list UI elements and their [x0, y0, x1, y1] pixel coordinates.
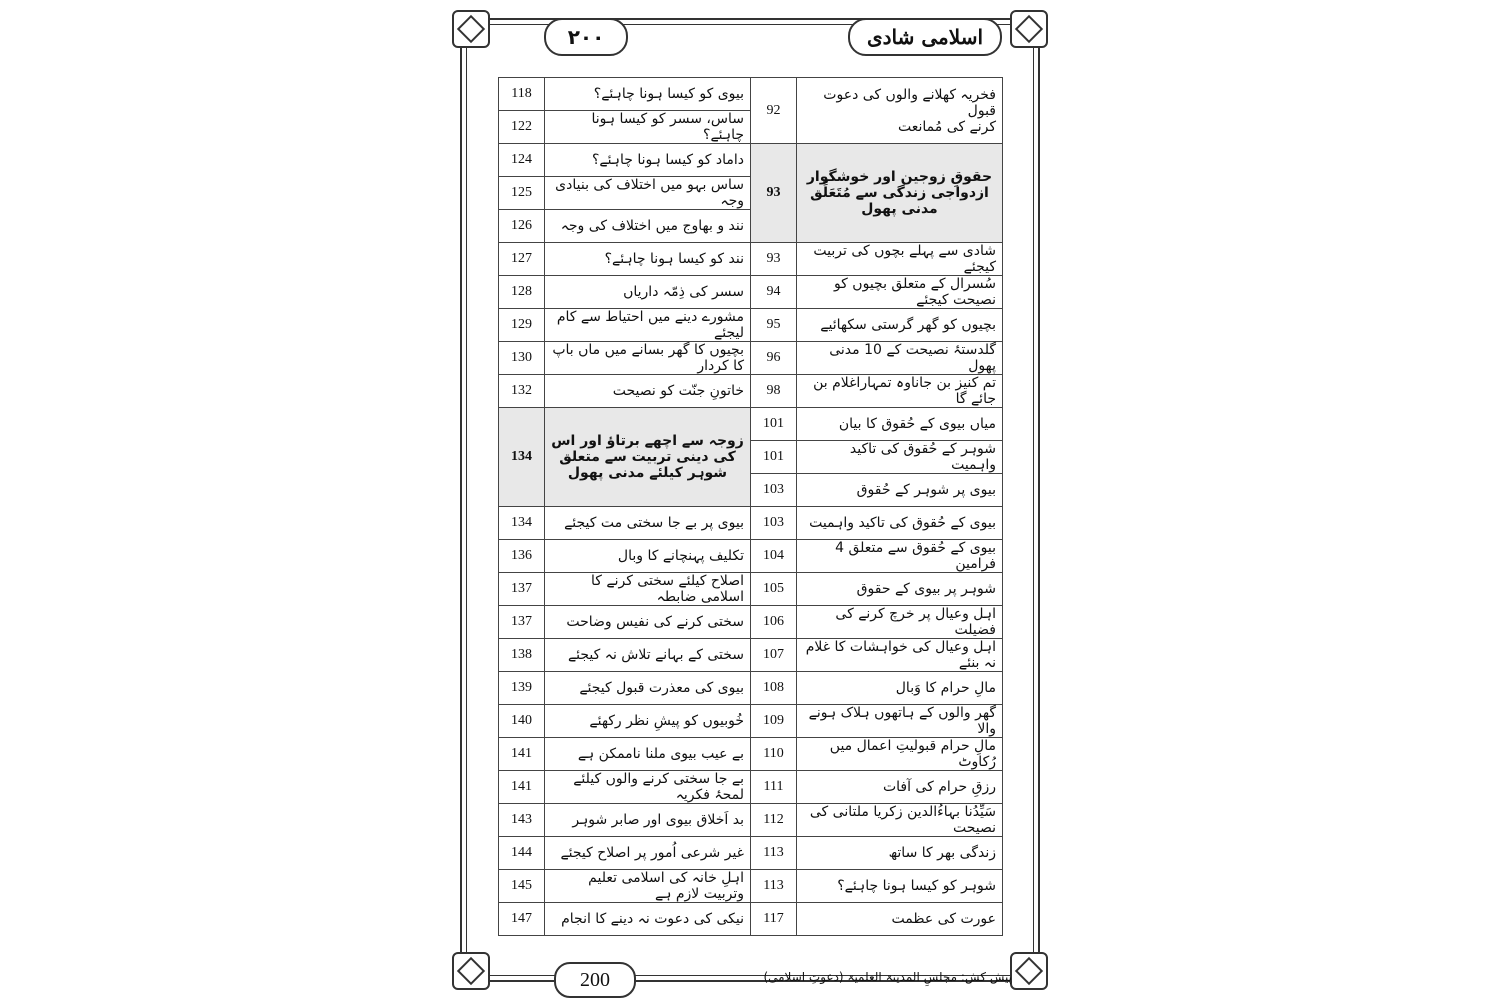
toc-entry-title[interactable]: مشورے دینے میں احتیاط سے کام لیجئے	[545, 309, 751, 342]
toc-entry-title[interactable]: بچیوں کو گھر گرستی سکھائیے	[797, 309, 1003, 342]
table-row	[499, 837, 1003, 870]
table-row	[499, 276, 1003, 309]
toc-entry-title[interactable]: فخریہ کھلانے والوں کی دعوت قبول کرنے کی مُمانعت	[797, 78, 1003, 144]
toc-entry-page[interactable]: 137	[499, 573, 545, 606]
table-row	[499, 870, 1003, 903]
toc-entry-page[interactable]: 128	[499, 276, 545, 309]
table-row	[499, 705, 1003, 738]
table-row	[499, 507, 1003, 540]
toc-entry-page[interactable]: 144	[499, 837, 545, 870]
toc-entry-title[interactable]: سسر کی ذِمّہ داریاں	[545, 276, 751, 309]
toc-entry-title[interactable]: نیکی کی دعوت نہ دینے کا انجام	[545, 903, 751, 936]
toc-entry-page[interactable]: 136	[499, 540, 545, 573]
toc-entry-title[interactable]: رزقِ حرام کی آفات	[797, 771, 1003, 804]
table-row	[499, 771, 1003, 804]
toc-entry-title[interactable]: بیوی کے حُقوق سے متعلق 4 فرامین	[797, 540, 1003, 573]
toc-entry-page[interactable]: 94	[751, 276, 797, 309]
toc-section-heading[interactable]: حقوقِ زوجین اور خوشگوار ازدواجی زندگی سے مُتَعَلِّق مدنی پھول	[797, 144, 1003, 243]
toc-entry-title[interactable]: اصلاح کیلئے سختی کرنے کا اسلامی ضابطہ	[545, 573, 751, 606]
toc-entry-page[interactable]: 124	[499, 144, 545, 177]
toc-entry-page[interactable]: 117	[751, 903, 797, 936]
toc-entry-title[interactable]: ساس، سسر کو کیسا ہونا چاہئے؟	[545, 111, 751, 144]
table-row	[499, 639, 1003, 672]
table-row	[499, 78, 1003, 111]
toc-entry-page[interactable]: 126	[499, 210, 545, 243]
toc-entry-title[interactable]: بد اَخلاق بیوی اور صابر شوہر	[545, 804, 751, 837]
book-title: اسلامی شادی	[848, 18, 1002, 56]
toc-entry-page[interactable]: 141	[499, 738, 545, 771]
toc-entry-title[interactable]: میاں بیوی کے حُقوق کا بیان	[797, 408, 1003, 441]
footer-page-number: 200	[554, 962, 636, 998]
table-row	[499, 408, 1003, 441]
toc-entry-page[interactable]: 92	[751, 78, 797, 144]
toc-entry-title[interactable]: بے جا سختی کرنے والوں کیلئے لمحۂ فکریہ	[545, 771, 751, 804]
book-page	[452, 10, 1048, 990]
toc-entry-page[interactable]: 113	[751, 837, 797, 870]
toc-entry-title[interactable]: اہلِ خانہ کی اسلامی تعلیم وتربیت لازم ہے	[545, 870, 751, 903]
toc-entry-title[interactable]: سختی کے بہانے تلاش نہ کیجئے	[545, 639, 751, 672]
toc-entry-page[interactable]: 137	[499, 606, 545, 639]
toc-entry-page[interactable]: 93	[751, 144, 797, 243]
toc-entry-title[interactable]: شوہر کو کیسا ہونا چاہئے؟	[797, 870, 1003, 903]
toc-entry-title[interactable]: بیوی کے حُقوق کی تاکید واہمیت	[797, 507, 1003, 540]
toc-entry-page[interactable]: 141	[499, 771, 545, 804]
toc-entry-title[interactable]: خاتونِ جنّت کو نصیحت	[545, 375, 751, 408]
table-row	[499, 804, 1003, 837]
toc-entry-title[interactable]: اہل وعیال کی خواہشات کا غلام نہ بنئے	[797, 639, 1003, 672]
toc-entry-page[interactable]: 143	[499, 804, 545, 837]
table-row	[499, 540, 1003, 573]
toc-entry-page[interactable]: 129	[499, 309, 545, 342]
toc-entry-title[interactable]: شادی سے پہلے بچوں کی تربیت کیجئے	[797, 243, 1003, 276]
toc-entry-title[interactable]: تکلیف پہنچانے کا وبال	[545, 540, 751, 573]
toc-entry-page[interactable]: 113	[751, 870, 797, 903]
toc-entry-page[interactable]: 111	[751, 771, 797, 804]
toc-entry-page[interactable]: 101	[751, 441, 797, 474]
toc-entry-title[interactable]: سختی کرنے کی نفیس وضاحت	[545, 606, 751, 639]
toc-entry-page[interactable]: 93	[751, 243, 797, 276]
toc-entry-title[interactable]: نند کو کیسا ہونا چاہئے؟	[545, 243, 751, 276]
toc-entry-page[interactable]: 112	[751, 804, 797, 837]
toc-entry-title[interactable]: شوہر کے حُقوق کی تاکید واہمیت	[797, 441, 1003, 474]
toc-entry-title[interactable]: مالِ حرام قبولیتِ اعمال میں رُکاوٹ	[797, 738, 1003, 771]
toc-entry-page[interactable]: 118	[499, 78, 545, 111]
toc-entry-title[interactable]: سَیِّدُنا بہاءُالدین زکریا ملتانی کی نصیحت	[797, 804, 1003, 837]
toc-entry-title[interactable]: بیوی پر بے جا سختی مت کیجئے	[545, 507, 751, 540]
toc-entry-title[interactable]: بچیوں کا گھر بسانے میں ماں باپ کا کردار	[545, 342, 751, 375]
footer-publisher: پیش کش: مجلسِ المدینۃ العلمیۃ (دعوتِ اسلامی)	[763, 970, 1012, 984]
toc-entry-page[interactable]: 134	[499, 507, 545, 540]
table-row	[499, 144, 1003, 177]
toc-entry-title[interactable]: بیوی کو کیسا ہونا چاہئے؟	[545, 78, 751, 111]
toc-entry-page[interactable]: 138	[499, 639, 545, 672]
toc-entry-title[interactable]: خُوبیوں کو پیشِ نظر رکھئے	[545, 705, 751, 738]
corner-ornament-icon	[1010, 10, 1048, 48]
corner-ornament-icon	[452, 952, 490, 990]
toc-entry-title[interactable]: گلدستۂ نصیحت کے 10 مدنی پھول	[797, 342, 1003, 375]
toc-entry-page[interactable]: 132	[499, 375, 545, 408]
toc-entry-page[interactable]: 105	[751, 573, 797, 606]
toc-entry-page[interactable]: 134	[499, 408, 545, 507]
toc-entry-page[interactable]: 108	[751, 672, 797, 705]
toc-section-heading[interactable]: زوجہ سے اچھے برتاؤ اور اس کی دینی تربیت سے متعلق شوہر کیلئے مدنی پھول	[545, 408, 751, 507]
toc-entry-page[interactable]: 109	[751, 705, 797, 738]
toc-entry-title[interactable]: اہل وعیال پر خرچ کرنے کی فضیلت	[797, 606, 1003, 639]
toc-entry-title[interactable]: بیوی کی معذرت قبول کیجئے	[545, 672, 751, 705]
table-row	[499, 672, 1003, 705]
toc-entry-title[interactable]: غیر شرعی اُمور پر اصلاح کیجئے	[545, 837, 751, 870]
toc-entry-title[interactable]: نند و بھاوج میں اختلاف کی وجہ	[545, 210, 751, 243]
toc-entry-page[interactable]: 140	[499, 705, 545, 738]
corner-ornament-icon	[452, 10, 490, 48]
table-row	[499, 342, 1003, 375]
table-row	[499, 738, 1003, 771]
toc-entry-page[interactable]: 101	[751, 408, 797, 441]
toc-entry-page[interactable]: 122	[499, 111, 545, 144]
toc-entry-title[interactable]: تم کنیز بن جاناوہ تمہاراغلام بن جائے گا	[797, 375, 1003, 408]
toc-entry-title[interactable]: گھر والوں کے ہاتھوں ہلاک ہونے والا	[797, 705, 1003, 738]
toc-entry-page[interactable]: 110	[751, 738, 797, 771]
toc-entry-title[interactable]: ساس بہو میں اختلاف کی بنیادی وجہ	[545, 177, 751, 210]
toc-entry-page[interactable]: 125	[499, 177, 545, 210]
toc-entry-title[interactable]: زندگی بھر کا ساتھ	[797, 837, 1003, 870]
table-row	[499, 903, 1003, 936]
header-page-number: ۲۰۰	[544, 18, 628, 56]
toc-entry-page[interactable]: 107	[751, 639, 797, 672]
toc-entry-title[interactable]: شوہر پر بیوی کے حقوق	[797, 573, 1003, 606]
toc-entry-page[interactable]: 145	[499, 870, 545, 903]
toc-entry-title[interactable]: سُسرال کے متعلق بچیوں کو نصیحت کیجئے	[797, 276, 1003, 309]
toc-entry-page[interactable]: 104	[751, 540, 797, 573]
toc-entry-page[interactable]: 130	[499, 342, 545, 375]
table-of-contents	[498, 77, 1003, 936]
table-row	[499, 243, 1003, 276]
toc-entry-title[interactable]: مالِ حرام کا وَبال	[797, 672, 1003, 705]
toc-entry-page[interactable]: 98	[751, 375, 797, 408]
toc-entry-title[interactable]: بے عیب بیوی ملنا ناممکن ہے	[545, 738, 751, 771]
table-row	[499, 573, 1003, 606]
corner-ornament-icon	[1010, 952, 1048, 990]
toc-entry-title[interactable]: داماد کو کیسا ہونا چاہئے؟	[545, 144, 751, 177]
toc-entry-page[interactable]: 147	[499, 903, 545, 936]
toc-entry-page[interactable]: 127	[499, 243, 545, 276]
toc-entry-title[interactable]: عورت کی عظمت	[797, 903, 1003, 936]
table-row	[499, 375, 1003, 408]
table-row	[499, 309, 1003, 342]
toc-entry-title[interactable]: بیوی پر شوہر کے حُقوق	[797, 474, 1003, 507]
toc-entry-page[interactable]: 96	[751, 342, 797, 375]
toc-entry-page[interactable]: 103	[751, 507, 797, 540]
toc-entry-page[interactable]: 106	[751, 606, 797, 639]
toc-entry-page[interactable]: 139	[499, 672, 545, 705]
toc-entry-page[interactable]: 103	[751, 474, 797, 507]
table-row	[499, 606, 1003, 639]
toc-entry-page[interactable]: 95	[751, 309, 797, 342]
